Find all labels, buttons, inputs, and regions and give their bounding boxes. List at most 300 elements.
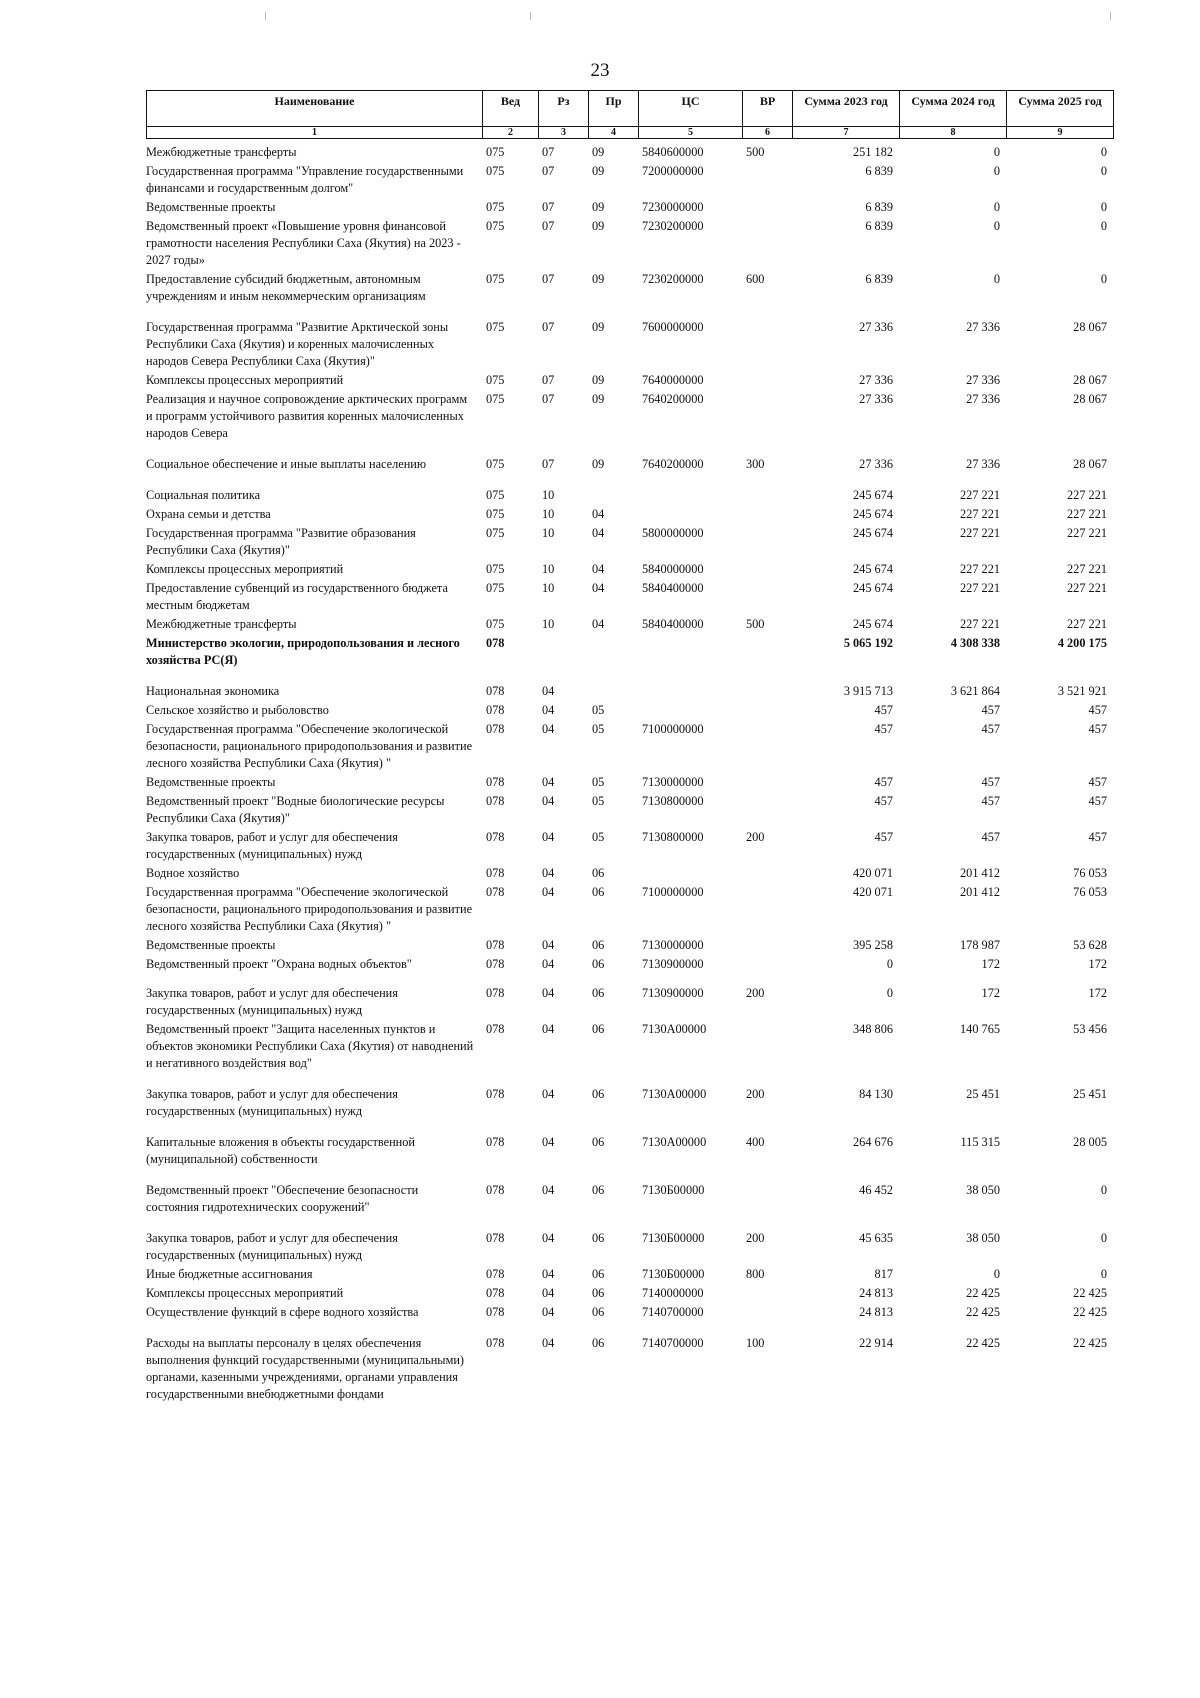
- row-vr: [742, 391, 792, 456]
- row-name: Ведомственные проекты: [146, 938, 276, 952]
- row-sum-2025: 4 200 175: [1057, 636, 1107, 650]
- row-sum-2025: 457: [1088, 830, 1107, 844]
- row-ved: 075: [486, 488, 505, 502]
- row-cs: [638, 702, 742, 721]
- row-sum-2025: 172: [1088, 957, 1107, 971]
- table-row: [146, 1021, 1113, 1086]
- row-rz: 04: [542, 1336, 555, 1350]
- row-sum-2023: 6 839: [865, 272, 893, 286]
- row-sum-2024: 115 315: [960, 1135, 1000, 1149]
- row-pr: 06: [592, 1336, 605, 1350]
- row-vr: 600: [746, 272, 765, 286]
- row-pr: 06: [592, 1183, 605, 1197]
- row-ved: 075: [486, 320, 505, 334]
- row-sum-2023: 27 336: [859, 392, 893, 406]
- row-rz: [538, 635, 588, 683]
- row-sum-2023: 264 676: [853, 1135, 893, 1149]
- row-sum-2025: 28 067: [1073, 320, 1107, 334]
- row-sum-2023: 27 336: [859, 320, 893, 334]
- row-ved: 078: [486, 636, 505, 650]
- row-pr: 09: [592, 457, 605, 471]
- row-pr: 05: [592, 703, 605, 717]
- row-sum-2025: 3 521 921: [1057, 684, 1107, 698]
- row-sum-2023: 457: [874, 794, 893, 808]
- col-number: 3: [539, 127, 589, 139]
- row-name: Министерство экологии, природопользования и лесного хозяйства РС(Я): [146, 636, 460, 667]
- row-rz: 04: [542, 1231, 555, 1245]
- row-sum-2025: 22 425: [1073, 1305, 1107, 1319]
- row-name: Охрана семьи и детства: [146, 507, 271, 521]
- row-ved: 078: [486, 703, 505, 717]
- row-sum-2025: 0: [1100, 1183, 1107, 1197]
- row-ved: 078: [486, 794, 505, 808]
- table-row: [146, 391, 1113, 456]
- row-cs: 5840600000: [642, 145, 704, 159]
- table-row: [146, 829, 1113, 865]
- row-name: Закупка товаров, работ и услуг для обеспечения государственных (муниципальных) нужд: [146, 830, 398, 861]
- row-sum-2025: 0: [1100, 164, 1107, 178]
- table-row: [146, 884, 1113, 937]
- row-rz: 04: [542, 866, 555, 880]
- row-ved: 075: [486, 200, 505, 214]
- row-sum-2025: 28 005: [1073, 1135, 1107, 1149]
- row-rz: 07: [542, 164, 555, 178]
- row-rz: 04: [542, 684, 555, 698]
- row-rz: 04: [542, 703, 555, 717]
- row-pr: [588, 635, 638, 683]
- row-rz: 04: [542, 986, 555, 1000]
- row-pr: 06: [592, 1022, 605, 1036]
- row-sum-2024: 227 221: [960, 581, 1000, 595]
- row-ved: 078: [486, 1022, 505, 1036]
- row-sum-2025: 172: [1088, 986, 1107, 1000]
- row-pr: 06: [592, 1267, 605, 1281]
- row-rz: 04: [542, 1305, 555, 1319]
- row-sum-2023: 245 674: [853, 526, 893, 540]
- table-row: [146, 937, 1113, 956]
- col-name-header: Наименование: [147, 91, 483, 127]
- row-sum-2025: 227 221: [1067, 526, 1107, 540]
- row-name: Ведомственный проект "Водные биологические ресурсы Республики Саха (Якутия)": [146, 794, 445, 825]
- row-ved: 075: [486, 373, 505, 387]
- row-vr: 200: [746, 986, 765, 1000]
- row-name: Предоставление субсидий бюджетным, автономным учреждениям и иным некоммерческим организациям: [146, 272, 426, 303]
- row-ved: 075: [486, 164, 505, 178]
- row-ved: 078: [486, 866, 505, 880]
- row-sum-2023: 245 674: [853, 488, 893, 502]
- row-ved: 075: [486, 562, 505, 576]
- row-sum-2025: 0: [1100, 272, 1107, 286]
- row-sum-2023: 348 806: [853, 1022, 893, 1036]
- row-rz: 04: [542, 830, 555, 844]
- row-sum-2025: 22 425: [1073, 1286, 1107, 1300]
- row-cs: 7200000000: [642, 164, 704, 178]
- row-vr: [742, 487, 792, 506]
- row-sum-2024: 227 221: [960, 526, 1000, 540]
- row-name: Ведомственный проект "Обеспечение безопасности состояния гидротехнических сооружений": [146, 1183, 419, 1214]
- row-vr: [742, 683, 792, 702]
- row-vr: 800: [746, 1267, 765, 1281]
- table-row: [146, 199, 1113, 218]
- row-sum-2024: 457: [981, 830, 1000, 844]
- row-sum-2025: 28 067: [1073, 457, 1107, 471]
- row-sum-2023: 22 914: [859, 1336, 893, 1350]
- col-rz-header: Рз: [539, 91, 589, 127]
- row-cs: 7230200000: [642, 219, 704, 233]
- row-sum-2024: 0: [993, 200, 1000, 214]
- row-sum-2024: 0: [993, 145, 1000, 159]
- row-name: Реализация и научное сопровождение арктических программ и программ устойчивого развития коренных малочисленных народов Севера: [146, 392, 468, 440]
- row-sum-2025: 457: [1088, 775, 1107, 789]
- row-sum-2024: 25 451: [966, 1087, 1000, 1101]
- row-sum-2023: 45 635: [859, 1231, 893, 1245]
- row-cs: 7130А00000: [642, 1087, 707, 1101]
- row-vr: [742, 372, 792, 391]
- row-sum-2025: 22 425: [1073, 1336, 1107, 1350]
- col-sum2025-header: Сумма 2025 год: [1007, 91, 1114, 127]
- row-ved: 075: [486, 526, 505, 540]
- row-sum-2023: 457: [874, 830, 893, 844]
- row-pr: 05: [592, 775, 605, 789]
- table-row: [146, 580, 1113, 616]
- row-sum-2024: 457: [981, 794, 1000, 808]
- row-vr: 200: [746, 1231, 765, 1245]
- row-ved: 075: [486, 219, 505, 233]
- row-sum-2025: 0: [1100, 145, 1107, 159]
- row-pr: 06: [592, 1135, 605, 1149]
- row-sum-2025: 0: [1100, 1231, 1107, 1245]
- table-row: [146, 506, 1113, 525]
- row-sum-2025: 76 053: [1073, 866, 1107, 880]
- row-sum-2023: 245 674: [853, 581, 893, 595]
- row-sum-2023: 245 674: [853, 562, 893, 576]
- row-vr: [742, 319, 792, 372]
- row-sum-2024: 457: [981, 722, 1000, 736]
- row-cs: [638, 635, 742, 683]
- row-rz: 07: [542, 392, 555, 406]
- row-name: Национальная экономика: [146, 684, 280, 698]
- row-sum-2024: 227 221: [960, 507, 1000, 521]
- row-ved: 078: [486, 684, 505, 698]
- row-ved: 078: [486, 830, 505, 844]
- row-ved: 078: [486, 775, 505, 789]
- row-pr: 05: [592, 722, 605, 736]
- row-rz: 10: [542, 526, 555, 540]
- row-sum-2024: 227 221: [960, 617, 1000, 631]
- table-row: [146, 163, 1113, 199]
- row-sum-2023: 245 674: [853, 507, 893, 521]
- col-number: 6: [743, 127, 793, 139]
- row-sum-2023: 817: [874, 1267, 893, 1281]
- row-rz: 04: [542, 938, 555, 952]
- row-vr: [742, 937, 792, 956]
- row-name: Закупка товаров, работ и услуг для обеспечения государственных (муниципальных) нужд: [146, 986, 398, 1017]
- row-ved: 078: [486, 722, 505, 736]
- table-row: [146, 561, 1113, 580]
- row-vr: [742, 635, 792, 683]
- table-row: [146, 956, 1113, 985]
- row-cs: [638, 487, 742, 506]
- row-vr: [742, 956, 792, 985]
- table-row: [146, 1134, 1113, 1182]
- row-name: Межбюджетные трансферты: [146, 145, 297, 159]
- table-row: [146, 144, 1113, 163]
- row-name: Государственная программа "Развитие образования Республики Саха (Якутия)": [146, 526, 416, 557]
- row-sum-2023: 27 336: [859, 373, 893, 387]
- row-sum-2023: 420 071: [853, 866, 893, 880]
- row-sum-2025: 0: [1100, 1267, 1107, 1281]
- row-cs: 7100000000: [642, 885, 704, 899]
- row-vr: 300: [746, 457, 765, 471]
- table-row: [146, 616, 1113, 635]
- row-rz: 04: [542, 1183, 555, 1197]
- row-cs: 7640000000: [642, 373, 704, 387]
- table-row: [146, 1182, 1113, 1230]
- row-vr: [742, 561, 792, 580]
- row-sum-2025: 457: [1088, 794, 1107, 808]
- row-rz: 10: [542, 581, 555, 595]
- row-cs: 7130900000: [642, 986, 704, 1000]
- row-pr: 04: [592, 526, 605, 540]
- row-cs: 7140700000: [642, 1305, 704, 1319]
- row-cs: 7130А00000: [642, 1022, 707, 1036]
- row-pr: [588, 487, 638, 506]
- row-rz: 10: [542, 562, 555, 576]
- row-cs: 7130Б00000: [642, 1183, 705, 1197]
- row-vr: [742, 865, 792, 884]
- row-rz: 07: [542, 373, 555, 387]
- row-rz: 04: [542, 1286, 555, 1300]
- table-row: [146, 702, 1113, 721]
- table-row: [146, 372, 1113, 391]
- table-header: [146, 90, 1114, 139]
- row-pr: 06: [592, 1286, 605, 1300]
- row-rz: 04: [542, 1087, 555, 1101]
- row-vr: [742, 793, 792, 829]
- row-pr: 09: [592, 320, 605, 334]
- row-name: Комплексы процессных мероприятий: [146, 1286, 344, 1300]
- row-rz: 04: [542, 722, 555, 736]
- budget-table-body: [146, 144, 1113, 1403]
- scan-mark: [530, 12, 531, 20]
- row-pr: 04: [592, 562, 605, 576]
- row-pr: 09: [592, 392, 605, 406]
- row-name: Предоставление субвенций из государственного бюджета местным бюджетам: [146, 581, 448, 612]
- row-sum-2024: 38 050: [966, 1231, 1000, 1245]
- row-rz: 10: [542, 507, 555, 521]
- scan-mark: [265, 12, 266, 20]
- row-ved: 078: [486, 1231, 505, 1245]
- table-row: [146, 487, 1113, 506]
- row-ved: 075: [486, 272, 505, 286]
- row-sum-2023: 0: [886, 986, 893, 1000]
- row-ved: 078: [486, 1336, 505, 1350]
- row-rz: 04: [542, 1022, 555, 1036]
- row-sum-2023: 420 071: [853, 885, 893, 899]
- row-sum-2024: 22 425: [966, 1336, 1000, 1350]
- row-name: Межбюджетные трансферты: [146, 617, 297, 631]
- row-vr: 100: [746, 1336, 765, 1350]
- row-cs: 7130Б00000: [642, 1267, 705, 1281]
- row-sum-2023: 457: [874, 703, 893, 717]
- row-cs: 7130000000: [642, 938, 704, 952]
- row-pr: 09: [592, 145, 605, 159]
- table-row: [146, 793, 1113, 829]
- row-pr: 09: [592, 200, 605, 214]
- row-name: Сельское хозяйство и рыболовство: [146, 703, 329, 717]
- row-pr: 06: [592, 1231, 605, 1245]
- row-name: Ведомственный проект "Защита населенных пунктов и объектов экономики Республики Саха (Якутия) от наводнений и негативного воздействия вод": [146, 1022, 474, 1070]
- row-sum-2024: 457: [981, 775, 1000, 789]
- table-row: [146, 865, 1113, 884]
- row-rz: 04: [542, 775, 555, 789]
- table-row: [146, 1304, 1113, 1335]
- col-number: 5: [639, 127, 743, 139]
- row-ved: 075: [486, 392, 505, 406]
- row-sum-2024: 140 765: [960, 1022, 1000, 1036]
- row-name: Капитальные вложения в объекты государственной (муниципальной) собственности: [146, 1135, 415, 1166]
- page-number: 23: [590, 60, 610, 81]
- col-cs-header: ЦС: [639, 91, 743, 127]
- row-rz: 04: [542, 957, 555, 971]
- col-number: 1: [147, 127, 483, 139]
- row-rz: 04: [542, 1135, 555, 1149]
- row-pr: 05: [592, 794, 605, 808]
- row-ved: 078: [486, 938, 505, 952]
- row-sum-2023: 24 813: [859, 1305, 893, 1319]
- table-row: [146, 1335, 1113, 1403]
- row-rz: 07: [542, 200, 555, 214]
- row-name: Закупка товаров, работ и услуг для обеспечения государственных (муниципальных) нужд: [146, 1087, 398, 1118]
- row-name: Государственная программа "Развитие Арктической зоны Республики Саха (Якутия) и коренных малочисленных народов Севера Республики Саха (Якутия)": [146, 320, 449, 368]
- row-vr: [742, 721, 792, 774]
- row-sum-2024: 227 221: [960, 562, 1000, 576]
- row-vr: 500: [746, 617, 765, 631]
- row-sum-2025: 25 451: [1073, 1087, 1107, 1101]
- row-cs: 7130000000: [642, 775, 704, 789]
- row-sum-2025: 28 067: [1073, 392, 1107, 406]
- row-ved: 078: [486, 986, 505, 1000]
- row-sum-2025: 76 053: [1073, 885, 1107, 899]
- row-rz: 04: [542, 1267, 555, 1281]
- row-vr: [742, 1021, 792, 1086]
- row-name: Закупка товаров, работ и услуг для обеспечения государственных (муниципальных) нужд: [146, 1231, 398, 1262]
- table-row: [146, 721, 1113, 774]
- table-row: [146, 271, 1113, 319]
- row-vr: [742, 1304, 792, 1335]
- row-name: Комплексы процессных мероприятий: [146, 373, 344, 387]
- table-row: [146, 1230, 1113, 1266]
- row-ved: 078: [486, 1135, 505, 1149]
- table-row: [146, 319, 1113, 372]
- row-rz: 07: [542, 219, 555, 233]
- row-cs: 7130800000: [642, 830, 704, 844]
- row-sum-2024: 0: [993, 272, 1000, 286]
- row-vr: [742, 884, 792, 937]
- col-number: 8: [900, 127, 1007, 139]
- table-row: [146, 985, 1113, 1021]
- row-ved: 078: [486, 1183, 505, 1197]
- row-pr: 05: [592, 830, 605, 844]
- row-cs: 7640200000: [642, 457, 704, 471]
- row-ved: 078: [486, 1087, 505, 1101]
- row-sum-2023: 84 130: [859, 1087, 893, 1101]
- row-cs: 7600000000: [642, 320, 704, 334]
- row-cs: 7130А00000: [642, 1135, 707, 1149]
- row-pr: 04: [592, 617, 605, 631]
- row-sum-2024: 0: [993, 219, 1000, 233]
- row-sum-2024: 22 425: [966, 1305, 1000, 1319]
- row-sum-2023: 245 674: [853, 617, 893, 631]
- col-vr-header: ВР: [743, 91, 793, 127]
- col-pr-header: Пр: [589, 91, 639, 127]
- row-vr: [742, 774, 792, 793]
- row-sum-2024: 38 050: [966, 1183, 1000, 1197]
- row-sum-2023: 457: [874, 775, 893, 789]
- row-sum-2023: 6 839: [865, 200, 893, 214]
- row-vr: [742, 702, 792, 721]
- row-pr: 09: [592, 219, 605, 233]
- table-row: [146, 525, 1113, 561]
- row-sum-2023: 46 452: [859, 1183, 893, 1197]
- row-sum-2023: 6 839: [865, 164, 893, 178]
- row-rz: 07: [542, 272, 555, 286]
- row-name: Социальная политика: [146, 488, 261, 502]
- row-sum-2025: 0: [1100, 219, 1107, 233]
- row-sum-2025: 227 221: [1067, 617, 1107, 631]
- row-vr: 200: [746, 1087, 765, 1101]
- row-cs: 5840400000: [642, 581, 704, 595]
- row-sum-2023: 3 915 713: [843, 684, 893, 698]
- row-sum-2025: 53 456: [1073, 1022, 1107, 1036]
- row-name: Государственная программа "Обеспечение экологической безопасности, рационального природопользования и развитие лесного хозяйства Республики Саха (Якутия) ": [146, 885, 473, 933]
- row-name: Расходы на выплаты персоналу в целях обеспечения выполнения функций государственными (муниципальными) органами, казенными учреждениями, органами управления государственными внебюджетными фондами: [146, 1336, 465, 1401]
- row-cs: 7130900000: [642, 957, 704, 971]
- table-row: [146, 774, 1113, 793]
- row-pr: 06: [592, 1087, 605, 1101]
- row-sum-2024: 27 336: [966, 373, 1000, 387]
- row-sum-2025: 227 221: [1067, 488, 1107, 502]
- row-sum-2025: 28 067: [1073, 373, 1107, 387]
- row-cs: 5840000000: [642, 562, 704, 576]
- row-vr: [742, 580, 792, 616]
- row-vr: [742, 1182, 792, 1230]
- col-number: 4: [589, 127, 639, 139]
- row-cs: 7640200000: [642, 392, 704, 406]
- row-cs: 5840400000: [642, 617, 704, 631]
- row-sum-2024: 27 336: [966, 457, 1000, 471]
- row-name: Ведомственный проект «Повышение уровня финансовой грамотности населения Республики Саха (Якутия) на 2023 - 2027 годы»: [146, 219, 461, 267]
- row-sum-2024: 172: [981, 986, 1000, 1000]
- row-pr: 06: [592, 986, 605, 1000]
- row-cs: 7230000000: [642, 200, 704, 214]
- row-name: Ведомственные проекты: [146, 200, 276, 214]
- row-sum-2023: 24 813: [859, 1286, 893, 1300]
- row-sum-2024: 172: [981, 957, 1000, 971]
- row-name: Осуществление функций в сфере водного хозяйства: [146, 1305, 419, 1319]
- row-name: Комплексы процессных мероприятий: [146, 562, 344, 576]
- row-pr: 06: [592, 1305, 605, 1319]
- row-sum-2024: 201 412: [960, 885, 1000, 899]
- col-ved-header: Вед: [483, 91, 539, 127]
- row-sum-2024: 3 621 864: [950, 684, 1000, 698]
- col-sum2023-header: Сумма 2023 год: [793, 91, 900, 127]
- row-vr: 400: [746, 1135, 765, 1149]
- row-cs: [638, 683, 742, 702]
- row-sum-2023: 457: [874, 722, 893, 736]
- row-name: Государственная программа "Обеспечение экологической безопасности, рационального природопользования и развитие лесного хозяйства Республики Саха (Якутия) ": [146, 722, 473, 770]
- row-ved: 075: [486, 145, 505, 159]
